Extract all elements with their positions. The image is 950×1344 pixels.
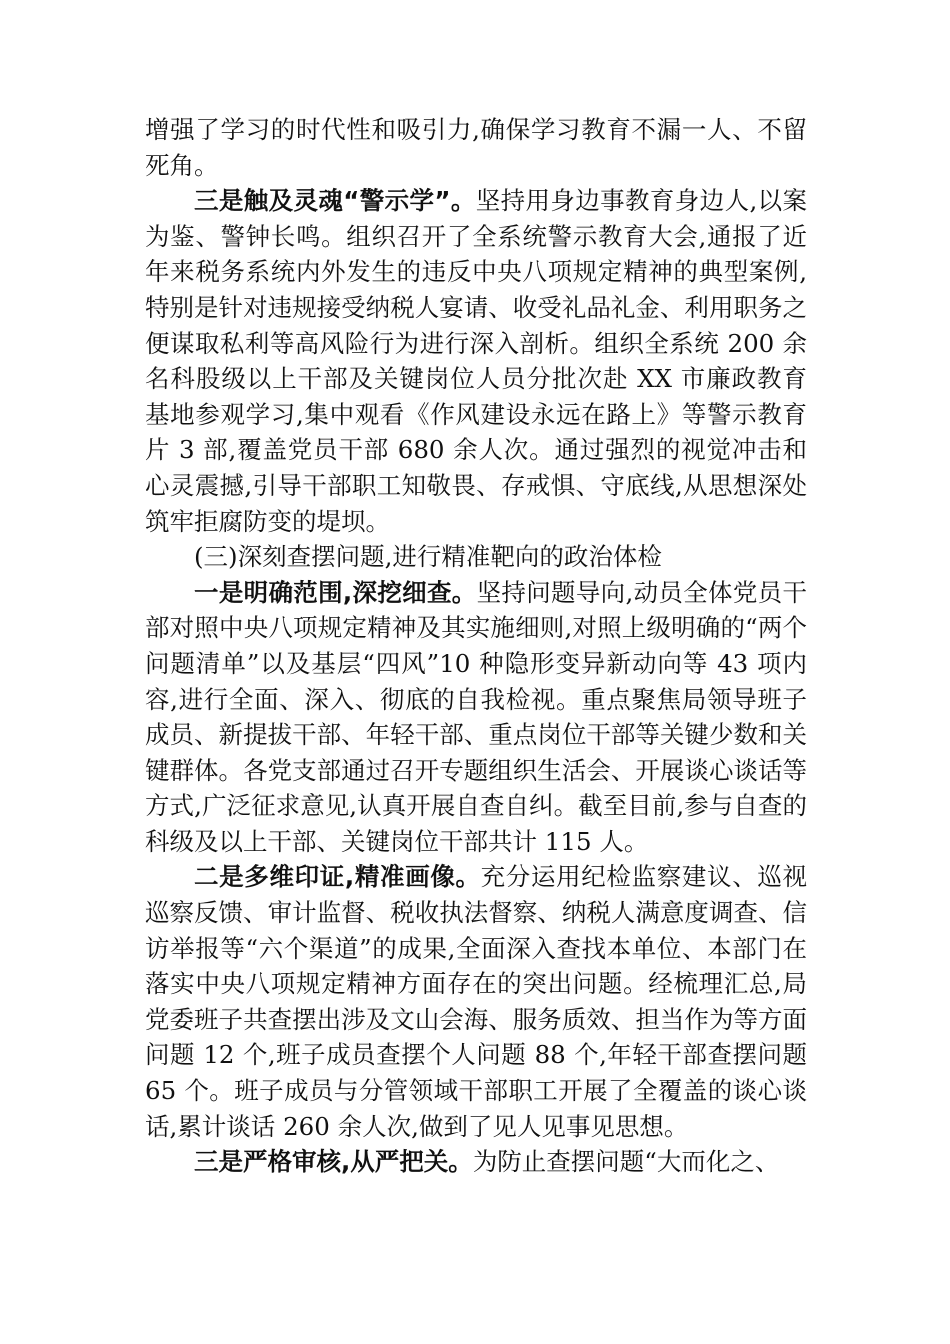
paragraph-lead: 三是触及灵魂“警示学”。: [194, 186, 476, 216]
paragraph-text: 坚持用身边事教育身边人,以案为鉴、警钟长鸣。组织召开了全系统警示教育大会,通报了近年来税务系统内外发生的违反中央八项规定精神的典型案例,特别是针对违规接受纳税人宴请、收受礼品礼金、利用职务之便谋取私利等高风险行为进行深入剖析。组织全系统 200 余名科股级以上干部及关键岗位人员分批次赴 XX 市廉政教育基地参观学习,集中观看《作风建设永远在路上》等警示教育片 3 部,覆盖党员干部 680 余人次。通过强烈的视觉冲击和心灵震撼,引导干部职工知敬畏、存戒惧、守底线,从思想深处筑牢拒腐防变的堤坝。: [145, 186, 807, 536]
paragraph-lead: 三是严格审核,从严把关。: [194, 1147, 473, 1177]
paragraph-text: 充分运用纪检监察建议、巡视巡察反馈、审计监督、税收执法督察、纳税人满意度调查、信访举报等“六个渠道”的成果,全面深入查找本单位、本部门在落实中央八项规定精神方面存在的突出问题。经梳理汇总,局党委班子共查摆出涉及文山会海、服务质效、担当作为等方面问题 12 个,班子成员查摆个人问题 88 个,年轻干部查摆问题 65 个。班子成员与分管领域干部职工开展了全覆盖的谈心谈话,累计谈话 260 余人次,做到了见人见事见思想。: [145, 862, 807, 1141]
paragraph-multi-verification: [145, 859, 807, 1144]
document-body: [145, 112, 807, 1180]
paragraph-lead: 二是多维印证,精准画像。: [194, 862, 481, 892]
paragraph-text: 为防止查摆问题“大而化之、: [472, 1147, 780, 1177]
paragraph-continuation: [145, 112, 807, 183]
paragraph-text: 增强了学习的时代性和吸引力,确保学习教育不漏一人、不留死角。: [145, 115, 807, 180]
section-heading-text: (三)深刻查摆问题,进行精准靶向的政治体检: [194, 542, 662, 572]
paragraph-strict-review: [145, 1144, 807, 1180]
paragraph-warning-education: [145, 183, 807, 539]
section-heading: [145, 539, 807, 575]
paragraph-text: 坚持问题导向,动员全体党员干部对照中央八项规定精神及其实施细则,对照上级明确的“两个问题清单”以及基层“四风”10 种隐形变异新动向等 43 项内容,进行全面、深入、彻底的自我检视。重点聚焦局领导班子成员、新提拔干部、年轻干部、重点岗位干部等关键少数和关键群体。各党支部通过召开专题组织生活会、开展谈心谈话等方式,广泛征求意见,认真开展自查自纠。截至目前,参与自查的科级及以上干部、关键岗位干部共计 115 人。: [145, 577, 807, 856]
paragraph-define-scope: [145, 575, 807, 860]
paragraph-lead: 一是明确范围,深挖细查。: [194, 577, 477, 607]
